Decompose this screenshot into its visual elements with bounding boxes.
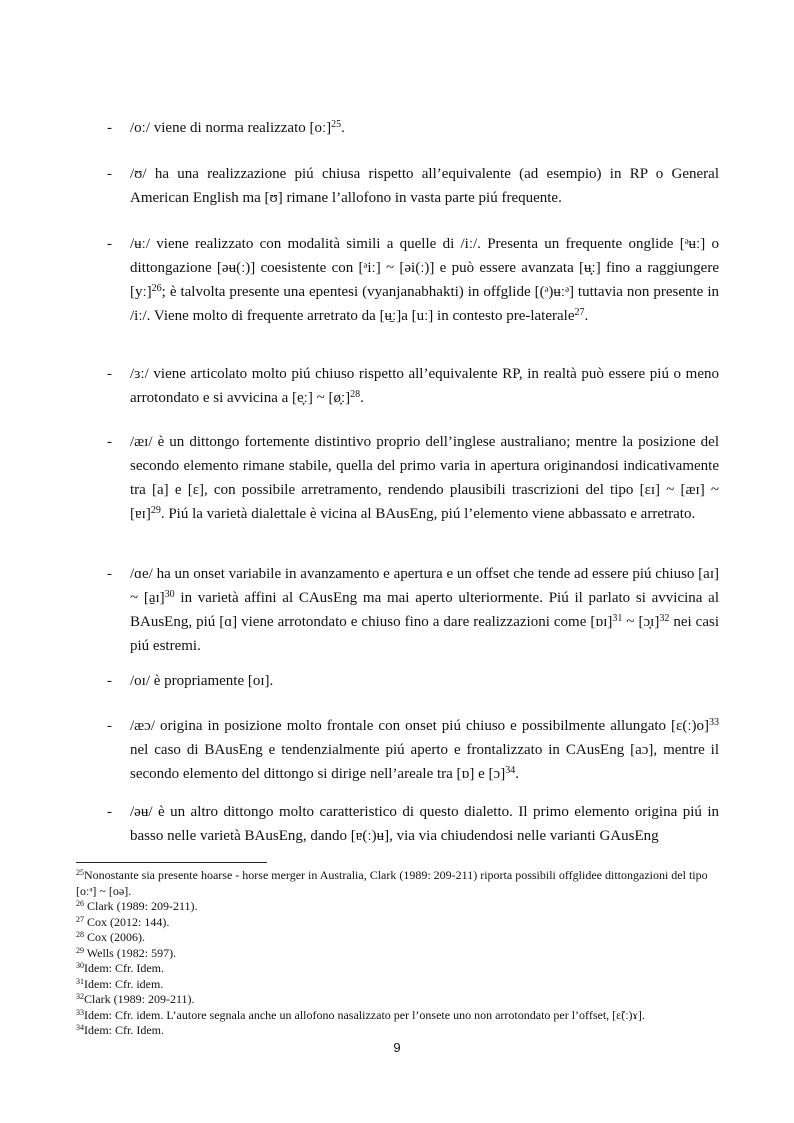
bullet-dash: - [107, 236, 112, 252]
bullet-dash: - [107, 166, 112, 182]
paragraph: /ʉː/ viene realizzato con modalità simili a quelle di /iː/. Presenta un frequente onglide [ᵊʉː] o dittongazione [əʉ(ː)] coesistente con [ᵊiː] ~ [əi(ː)] e può essere avanzata [ʉ̟ː] fino a raggiungere [yː]$^{26}$; è talvolta presente una epentesi (vyanjanabhakti) in offglide [(ᵊ)ʉːᵊ] tuttavia non presente in /iː/. Viene molto di frequente arretrato da [ʉ̠ː]a [uː] in contesto pre-laterale$^{27}$. [130, 236, 719, 324]
footnote: $^{26}$ Clark (1989: 209-211). [76, 899, 198, 913]
footnote-ref[interactable]: 25 [331, 119, 342, 130]
paragraph: /oɪ/ è propriamente [oɪ]. [130, 673, 274, 689]
bullet-dash: - [107, 366, 112, 382]
page-number: 9 [393, 1040, 401, 1055]
footnote-ref[interactable]: 27 [574, 307, 585, 318]
footnote-number: 25 [76, 868, 84, 877]
paragraph: /æɔ/ origina in posizione molto frontale con onset piú chiuso e possibilmente allungato [ɛ(ː)o]$^{33}$ nel caso di BAusEng e tendenzialmente piú aperto e frontalizzato in CAusEng [aɔ], mentre il secondo elemento del dittongo si dirige nell’areale tra [ɒ] e [ɔ]$^{34}$. [130, 717, 719, 782]
bullet-dash: - [107, 673, 112, 689]
footnote-number: 33 [76, 1007, 84, 1017]
paragraph: /ɜː/ viene articolato molto piú chiuso rispetto all’equivalente RP, in realtà può essere piú o meno arrotondato e si avvicina a [e̞ː] ~ [ø̞ː]$^{28}$. [130, 366, 719, 406]
footnote-number: 32 [76, 992, 84, 1001]
footnote-number: 26 [76, 899, 84, 908]
list-item [107, 800, 719, 848]
paragraph: /ɑe/ ha un onset variabile in avanzamento e apertura e un offset che tende ad essere piú chiuso [aɪ] ~ [a̠ɪ]$^{30}$ in varietà affini al CAusEng ma mai aperto ulteriormente. Piú il parlato si avvicina al BAusEng, piú [ɑ] viene arrotondato e chiuso fino a dare realizzazioni come [ɒɪ]$^{31}$ ~ [ɔ̞ɪ]$^{32}$ nei casi piú estremi. [130, 566, 719, 654]
footnote-number: 31 [76, 976, 84, 986]
footnote: $^{30}$Idem: Cfr. Idem. [76, 961, 164, 975]
footnotes [76, 868, 718, 1039]
list-item [107, 562, 719, 658]
footnote-ref[interactable]: 32 [659, 613, 670, 624]
bullet-dash: - [107, 804, 112, 820]
footnote-number: 34 [76, 1023, 84, 1032]
paragraph: /əʉ/ è un altro dittongo molto caratteristico di questo dialetto. Il primo elemento origina piú in basso nelle varietà BAusEng, dando [ɐ(ː)ʉ], via via chiudendosi nelle varianti GAusEng [130, 804, 719, 844]
footnote: $^{28}$ Cox (2006). [76, 930, 145, 944]
bullet-dash: - [107, 566, 112, 582]
list-item [107, 669, 719, 693]
footnote-ref[interactable]: 33 [709, 717, 719, 728]
footnote-separator [76, 862, 267, 863]
list-item [107, 116, 719, 140]
list-item [107, 430, 719, 526]
footnote: $^{27}$ Cox (2012: 144). [76, 914, 170, 929]
footnote-ref[interactable]: 31 [612, 613, 623, 624]
bullet-dash: - [107, 120, 112, 136]
footnote: $^{25}$Nonostante sia presente hoarse - horse merger in Australia, Clark (1989: 209-211) riporta possibili offglidee dittongazioni del tipo [oːᵊ] ~ [oə]. [76, 868, 708, 898]
paragraph: /oː/ viene di norma realizzato [oː]$^{25}$. [130, 119, 345, 136]
footnote-number: 29 [76, 945, 84, 955]
footnote-ref[interactable]: 29 [150, 505, 161, 516]
footnote-number: 30 [76, 961, 84, 970]
list-item [107, 714, 719, 786]
bullet-dash: - [107, 434, 112, 450]
list-item [107, 362, 719, 410]
footnote: $^{33}$Idem: Cfr. idem. L’autore segnala anche un allofono nasalizzato per l’onsete uno non arrotondato per l’offset, [ɛ̃(ː)ɤ]. [76, 1007, 645, 1022]
footnote: $^{32}$Clark (1989: 209-211). [76, 992, 195, 1006]
list-item [107, 162, 719, 210]
footnote-ref[interactable]: 28 [350, 389, 361, 400]
footnote-ref[interactable]: 26 [151, 283, 162, 294]
footnote-number: 28 [76, 930, 84, 939]
footnote: $^{31}$Idem: Cfr. idem. [76, 976, 164, 991]
paragraph: /æɪ/ è un dittongo fortemente distintivo proprio dell’inglese australiano; mentre la posizione del secondo elemento rimane stabile, quella del primo varia in apertura originandosi indicativamente tra [a] e [ɛ], con possibile arretramento, rendendo plausibili trascrizioni del tipo [ɛɪ] ~ [æɪ] ~ [ɐɪ]$^{29}$. Piú la varietà dialettale è vicina al BAusEng, piú l’elemento viene abbassato e arretrato. [130, 434, 719, 522]
footnote-number: 27 [76, 914, 84, 924]
footnote-ref[interactable]: 34 [505, 765, 516, 776]
bullet-dash: - [107, 718, 112, 734]
paragraph: /ʊ/ ha una realizzazione piú chiusa rispetto all’equivalente (ad esempio) in RP o General American English ma [ʊ] rimane l’allofono in vasta parte piú frequente. [130, 166, 719, 206]
footnote-ref[interactable]: 30 [164, 589, 175, 600]
footnote: $^{29}$ Wells (1982: 597). [76, 945, 177, 960]
list-item [107, 232, 719, 328]
footnote: $^{34}$Idem: Cfr. Idem. [76, 1023, 164, 1037]
